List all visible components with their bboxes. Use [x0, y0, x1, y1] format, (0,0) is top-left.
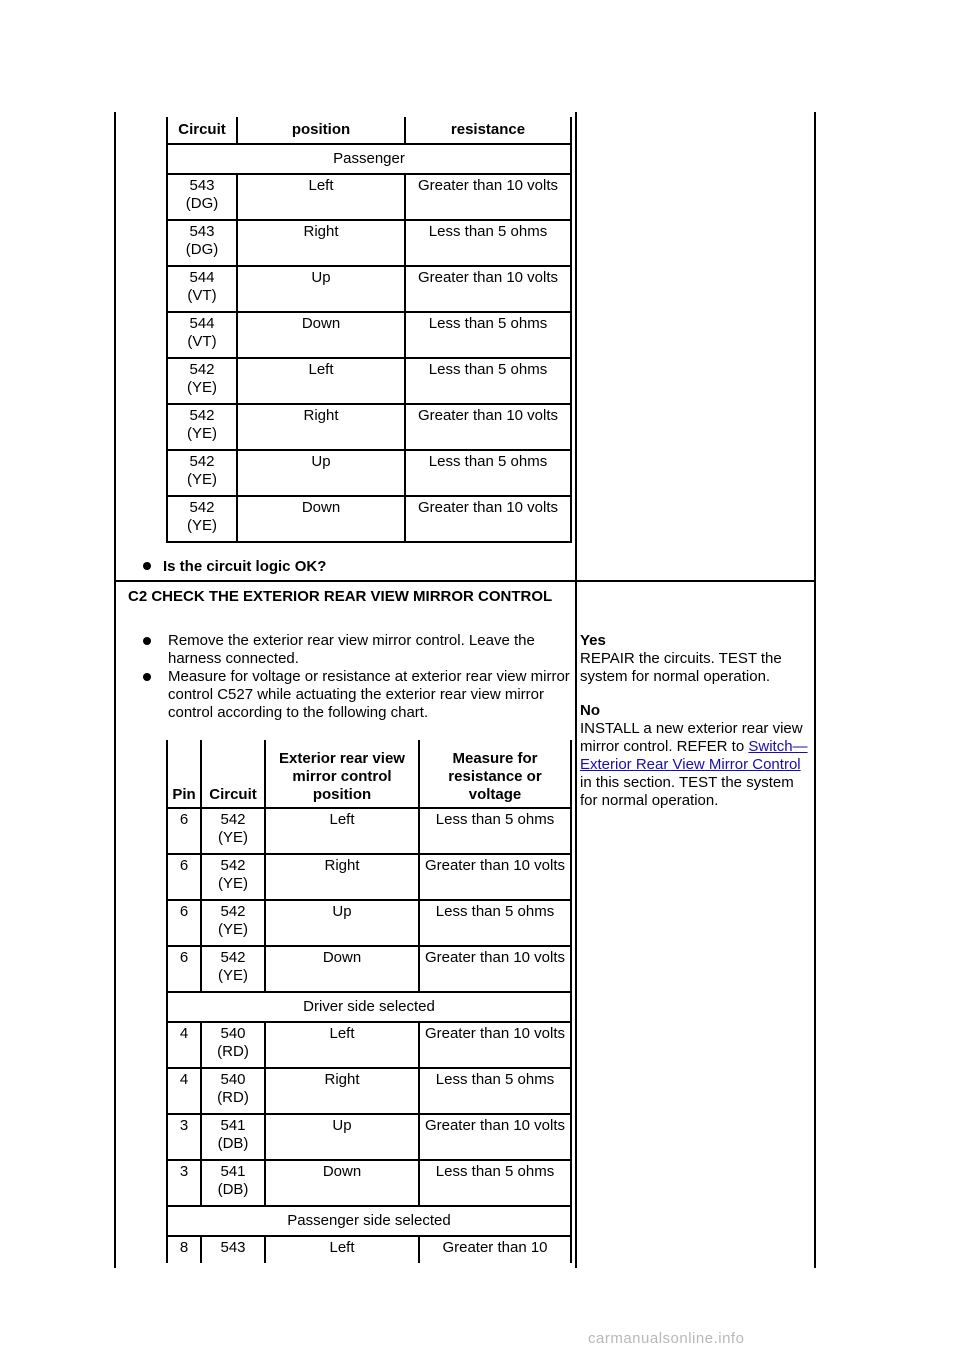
- table-row: [167, 174, 571, 220]
- table-row: [167, 358, 571, 404]
- pin-cell: 4: [167, 1022, 201, 1068]
- circuit-cell: 541 (DB): [201, 1114, 265, 1160]
- position-cell: Down: [265, 1160, 419, 1206]
- measure-cell: Less than 5 ohms: [419, 1160, 571, 1206]
- table-row: [167, 1236, 571, 1263]
- measure-cell: Greater than 10 volts: [419, 946, 571, 992]
- measure-cell: Less than 5 ohms: [419, 808, 571, 854]
- resistance-cell: Less than 5 ohms: [405, 220, 571, 266]
- bullet-icon: [143, 637, 151, 645]
- frame-right-border: [814, 112, 816, 1268]
- header-resistance: resistance: [405, 117, 571, 144]
- circuit-cell: 543: [201, 1236, 265, 1263]
- section-passenger: Passenger side selected: [167, 1206, 571, 1236]
- no-text: INSTALL a new exterior rear view mirror control. REFER to Switch—Exterior Rear View Mirror Control in this section. TEST the system for normal operation.: [580, 720, 808, 809]
- measure-cell: Less than 5 ohms: [419, 1068, 571, 1114]
- pin-cell: 6: [167, 946, 201, 992]
- step-title: C2 CHECK THE EXTERIOR REAR VIEW MIRROR CONTROL: [128, 588, 553, 605]
- table-row: [167, 266, 571, 312]
- position-cell: Left: [265, 1022, 419, 1068]
- circuit-cell: 542 (YE): [167, 404, 237, 450]
- position-cell: Up: [265, 900, 419, 946]
- header-circuit: Circuit: [167, 117, 237, 144]
- position-cell: Left: [265, 1236, 419, 1263]
- position-cell: Left: [265, 808, 419, 854]
- circuit-cell: 544 (VT): [167, 312, 237, 358]
- measure-cell: Less than 5 ohms: [419, 900, 571, 946]
- position-cell: Right: [265, 854, 419, 900]
- circuit-cell: 540 (RD): [201, 1022, 265, 1068]
- table-row: [167, 220, 571, 266]
- table-row: [167, 854, 571, 900]
- resistance-cell: Less than 5 ohms: [405, 450, 571, 496]
- pin-cell: 6: [167, 854, 201, 900]
- table-row: [167, 1068, 571, 1114]
- list-item: Remove the exterior rear view mirror control. Leave the harness connected.: [143, 632, 573, 668]
- circuit-cell: 542 (YE): [201, 854, 265, 900]
- table-row: [167, 1114, 571, 1160]
- mirror-control-table: [166, 740, 572, 1263]
- passenger-circuit-table: [166, 117, 572, 543]
- frame-middle-border: [575, 112, 577, 1268]
- pin-cell: 6: [167, 808, 201, 854]
- measure-cell: Greater than 10 volts: [419, 1022, 571, 1068]
- circuit-cell: 540 (RD): [201, 1068, 265, 1114]
- bullet-icon: [143, 562, 151, 570]
- table-row: [167, 946, 571, 992]
- pin-cell: 3: [167, 1114, 201, 1160]
- bullet-icon: [143, 673, 151, 681]
- pin-cell: 6: [167, 900, 201, 946]
- table-row: [167, 900, 571, 946]
- resistance-cell: Greater than 10 volts: [405, 266, 571, 312]
- header-position: Exterior rear view mirror control position: [265, 740, 419, 808]
- circuit-cell: 543 (DG): [167, 220, 237, 266]
- resistance-cell: Greater than 10 volts: [405, 404, 571, 450]
- resistance-cell: Greater than 10 volts: [405, 496, 571, 542]
- position-cell: Right: [237, 220, 405, 266]
- table-section-row: [167, 1206, 571, 1236]
- table-row: [167, 450, 571, 496]
- step-instructions: [143, 632, 573, 722]
- header-measure: Measure for resistance or voltage: [419, 740, 571, 808]
- no-label: No: [580, 702, 600, 719]
- circuit-cell: 542 (YE): [201, 946, 265, 992]
- circuit-cell: 541 (DB): [201, 1160, 265, 1206]
- header-position: position: [237, 117, 405, 144]
- table-row: [167, 404, 571, 450]
- position-cell: Left: [237, 174, 405, 220]
- header-pin: Pin: [167, 740, 201, 808]
- circuit-cell: 542 (YE): [167, 358, 237, 404]
- yes-text: REPAIR the circuits. TEST the system for normal operation.: [580, 650, 782, 685]
- position-cell: Up: [237, 450, 405, 496]
- circuit-cell: 542 (YE): [167, 496, 237, 542]
- measure-cell: Greater than 10: [419, 1236, 571, 1263]
- list-item: Measure for voltage or resistance at exterior rear view mirror control C527 while actuating the exterior rear view mirror control according to the following chart.: [143, 668, 573, 722]
- header-circuit: Circuit: [201, 740, 265, 808]
- frame-left-border: [114, 112, 116, 1268]
- pin-cell: 4: [167, 1068, 201, 1114]
- table-row: [167, 496, 571, 542]
- position-cell: Up: [265, 1114, 419, 1160]
- yes-label: Yes: [580, 632, 606, 649]
- position-cell: Right: [237, 404, 405, 450]
- position-cell: Right: [265, 1068, 419, 1114]
- step-divider: [114, 580, 816, 582]
- position-cell: Up: [237, 266, 405, 312]
- measure-cell: Greater than 10 volts: [419, 1114, 571, 1160]
- table-row: [167, 808, 571, 854]
- circuit-cell: 543 (DG): [167, 174, 237, 220]
- resistance-cell: Greater than 10 volts: [405, 174, 571, 220]
- table-row: [167, 312, 571, 358]
- section-driver: Driver side selected: [167, 992, 571, 1022]
- section-passenger: Passenger: [167, 144, 571, 174]
- resistance-cell: Less than 5 ohms: [405, 312, 571, 358]
- position-cell: Left: [237, 358, 405, 404]
- pin-cell: 3: [167, 1160, 201, 1206]
- pin-cell: 8: [167, 1236, 201, 1263]
- circuit-cell: 542 (YE): [201, 808, 265, 854]
- table-row: [167, 1022, 571, 1068]
- position-cell: Down: [265, 946, 419, 992]
- circuit-cell: 542 (YE): [167, 450, 237, 496]
- circuit-cell: 542 (YE): [201, 900, 265, 946]
- position-cell: Down: [237, 312, 405, 358]
- mirror-control-link[interactable]: Switch—Exterior Rear View Mirror Control: [580, 738, 808, 773]
- position-cell: Down: [237, 496, 405, 542]
- watermark: carmanualsonline.info: [588, 1330, 745, 1347]
- table-section-row: [167, 992, 571, 1022]
- circuit-logic-question: Is the circuit logic OK?: [143, 558, 326, 575]
- result-panel: [580, 632, 812, 810]
- circuit-cell: 544 (VT): [167, 266, 237, 312]
- resistance-cell: Less than 5 ohms: [405, 358, 571, 404]
- measure-cell: Greater than 10 volts: [419, 854, 571, 900]
- table-row: [167, 1160, 571, 1206]
